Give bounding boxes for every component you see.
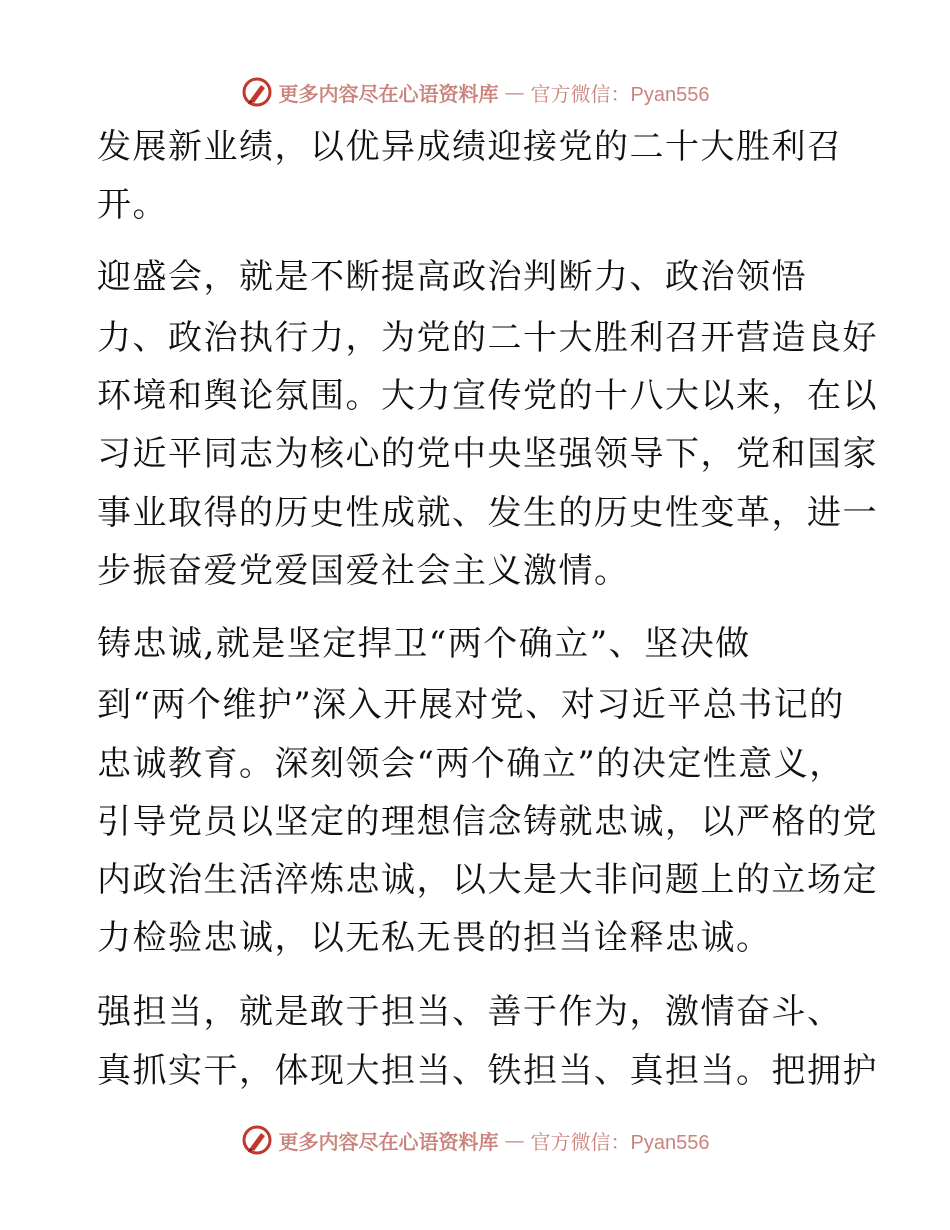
- text-line: 习近平同志为核心的党中央坚强领导下，党和国家: [97, 434, 878, 474]
- pen-logo-icon: [241, 1124, 273, 1156]
- text-line: 步振奋爱党爱国爱社会主义激情。: [97, 551, 630, 591]
- text-line: 力检验忠诚，以无私无畏的担当诠释忠诚。: [97, 918, 772, 958]
- text-line: 铸忠诚,就是坚定捍卫“两个确立”、坚决做: [97, 624, 751, 664]
- header-watermark: [0, 72, 950, 112]
- text-line: 开。: [97, 185, 168, 225]
- text-line: 发展新业绩，以优异成绩迎接党的二十大胜利召: [97, 127, 843, 167]
- watermark-separator: —: [504, 1128, 525, 1152]
- text-line: 强担当，就是敢于担当、善于作为，激情奋斗、: [97, 992, 843, 1032]
- text-line: 迎盛会，就是不断提高政治判断力、政治领悟: [97, 257, 807, 297]
- footer-watermark: [0, 1120, 950, 1160]
- watermark-brand: 更多内容尽在心语资料库: [278, 1129, 499, 1154]
- pen-logo-icon: [241, 76, 273, 108]
- text-line: 事业取得的历史性成就、发生的历史性变革，进一: [97, 493, 878, 533]
- text-line: 真抓实干，体现大担当、铁担当、真担当。把拥护: [97, 1051, 878, 1091]
- watermark-separator: —: [504, 80, 525, 104]
- text-line: 引导党员以坚定的理想信念铸就忠诚，以严格的党: [97, 802, 878, 842]
- watermark-brand: 更多内容尽在心语资料库: [278, 81, 499, 106]
- watermark-contact: 官方微信：Pyan556: [530, 83, 710, 106]
- text-line: 环境和舆论氛围。大力宣传党的十八大以来，在以: [97, 376, 878, 416]
- text-line: 到“两个维护”深入开展对党、对习近平总书记的: [97, 685, 845, 725]
- watermark-contact: 官方微信：Pyan556: [530, 1131, 710, 1154]
- text-line: 忠诚教育。深刻领会“两个确立”的决定性意义，: [97, 744, 845, 784]
- text-line: 内政治生活淬炼忠诚，以大是大非问题上的立场定: [97, 860, 878, 900]
- text-line: 力、政治执行力，为党的二十大胜利召开营造良好: [97, 318, 878, 358]
